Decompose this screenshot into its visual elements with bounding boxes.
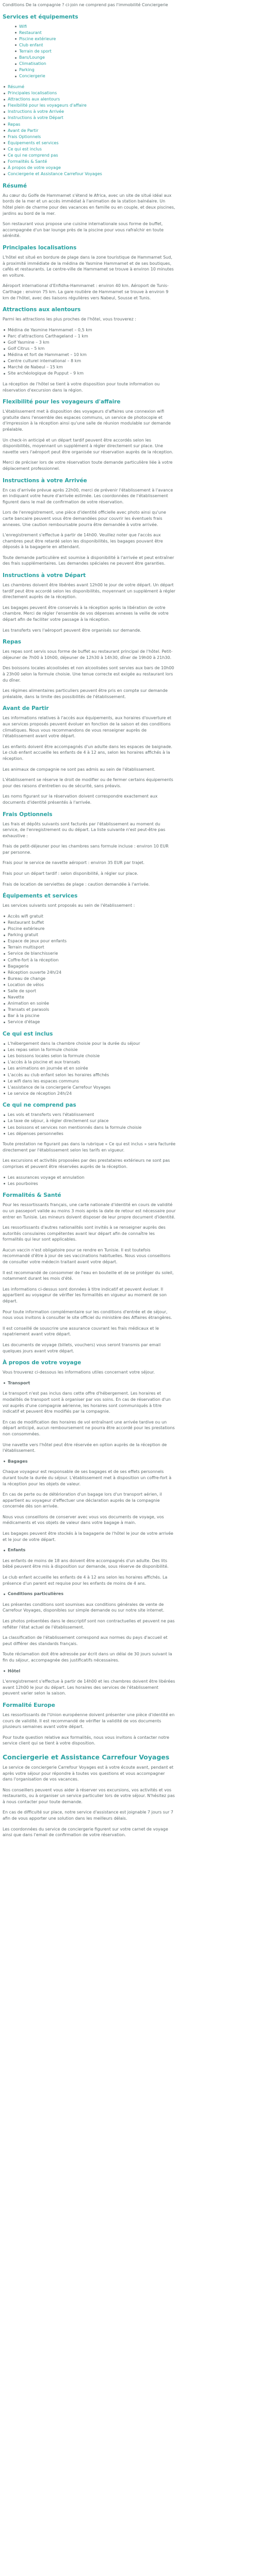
inclus-item: L'accès à la piscine et aux transats [3,1059,176,1065]
conditions-subtitle: Conditions particulières [3,1591,176,1597]
toc-section-link[interactable]: Frais Optionnels [3,134,176,140]
affaires-paragraph: L'établissement met à disposition des voyageurs d'affaires une connexion wifi gratuite dans l'ensemble des espaces communs, un service de photocopie et d'impression à la réception ainsi qu'une salle de réunion modulable sur demande préalable. [3,409,171,432]
transport-paragraph: En cas de modification des horaires de vol entraînant une arrivée tardive ou un départ anticipé, aucun remboursement ne pourra être accordé pour les prestations non consommées. [3,1419,175,1436]
apropos-hotel-heading [3,1668,176,1674]
toc-service-link[interactable]: Terrain de sport [14,48,176,55]
apropos-title: À propos de votre voyage [3,1360,82,1366]
localisations-paragraph: L'hôtel est situé en bordure de plage dans la zone touristique de Hammamet Sud, à proximité immédiate de la médina de Yasmine Hammamet et de ses boutiques, cafés et restaurants. Le centre-ville de Hammamet se trouve à environ 10 minutes en voiture. [3,255,174,278]
equip-item: Terrain multisport [3,944,176,951]
noninclus-list-2 [3,1175,176,1187]
attraction-item: Médina et fort de Hammamet – 10 km [3,352,176,358]
noninclus-item: Les vols et transferts vers l'établissement [3,1112,176,1118]
attractions-intro: Parmi les attractions les plus proches de l'hôtel, vous trouverez : [3,317,136,322]
noninclus-list [3,1112,176,1137]
attraction-item: Parc d'attractions Carthageland – 1 km [3,333,176,340]
noninclus-paragraph: Les excursions et activités proposées par des prestataires extérieurs ne sont pas comprises et peuvent être réservées auprès de la réception. [3,1158,170,1170]
attraction-item: Site archéologique de Pupput – 9 km [3,370,176,377]
noninclus-item: La taxe de séjour, à régler directement sur place [3,1118,176,1124]
emploi-paragraph: Pour toute question relative aux formalités, nous vous invitons à contacter notre service client qui se tient à votre disposition. [3,1735,169,1746]
toc-sections-list [3,84,176,177]
toc-section-link[interactable]: Équipements et services [3,140,176,146]
affaires-paragraph: Merci de préciser lors de votre réservation toute demande particulière liée à votre déplacement professionnel. [3,460,173,471]
equip-item: Espace de jeux pour enfants [3,938,176,944]
repas-title: Repas [3,639,22,646]
noninclus-item: Les pourboires [3,1181,176,1187]
frais-paragraph: Frais pour un départ tardif : selon disponibilité, à régler sur place. [3,871,138,876]
formalites-paragraph: Il est conseillé de souscrire une assurance couvrant les frais médicaux et le rapatriement avant votre départ. [3,1326,159,1337]
attractions-outro: La réception de l'hôtel se tient à votre disposition pour toute information ou réservation d'excursion dans la région. [3,382,160,393]
enfants-subtitle: Enfants [3,1547,176,1553]
equip-item: Réception ouverte 24h/24 [3,970,176,976]
bagages-paragraph: Nous vous conseillons de conserver avec vous vos documents de voyage, vos médicaments et vos objets de valeur dans votre bagage à main. [3,1514,164,1526]
formalites-paragraph: Pour les ressortissants français, une carte nationale d'identité en cours de validité ou un passeport valide au moins 3 mois après la date de retour est nécessaire pour entrer en Tunisie. Les mineurs doivent disposer de leur propre document d'identité. [3,1202,176,1219]
emploi-title: Formalité Europe [3,1702,55,1708]
conciergerie-paragraph: Le service de conciergerie Carrefour Voyages est à votre écoute avant, pendant et après votre séjour pour répondre à toutes vos questions et vous accompagner dans l'organisation de vos vacances. [3,1765,174,1782]
equip-item: Coffre-fort à la réception [3,957,176,963]
conciergerie-paragraph: Nos conseillers peuvent vous aider à réserver vos excursions, vos activités et vos restaurants, ou à organiser un service particulier lors de votre séjour. N'hésitez pas à nous contacter pour toute demande. [3,1787,175,1804]
formalites-title: Formalités & Santé [3,1192,61,1199]
frais-paragraph: Frais pour le service de navette aéroport : environ 35 EUR par trajet. [3,860,145,866]
enfants-paragraph: Les enfants de moins de 18 ans doivent être accompagnés d'un adulte. Des lits bébé peuvent être mis à disposition sur demande, sous réserve de disponibilité. [3,1558,169,1569]
toc-services-title[interactable]: Services et équipements [3,13,78,20]
apropos-bagages-heading [3,1459,176,1465]
enfants-paragraph: Le club enfant accueille les enfants de 4 à 12 ans selon les horaires affichés. La présence d'un parent est requise pour les enfants de moins de 4 ans. [3,1575,168,1586]
avant-paragraph: Les informations relatives à l'accès aux équipements, aux horaires d'ouverture et aux services proposés peuvent évoluer en fonction de la saison et des conditions climatiques. Nous vous recommandons de vous renseigner auprès de l'établissement avant votre départ. [3,716,172,739]
formalites-paragraph: Les ressortissants d'autres nationalités sont invités à se renseigner auprès des autorités consulaires compétentes avant leur départ afin de connaître les formalités qui leur sont applicables. [3,1225,166,1242]
equip-title: Équipements et services [3,893,78,900]
equip-item: Navette [3,994,176,1001]
bagages-subtitle: Bagages [3,1459,176,1465]
equip-item: Salle de sport [3,988,176,994]
toc-service-link[interactable]: Climatisation [14,61,176,67]
apropos-transport-heading [3,1380,176,1386]
depart-paragraph: Les chambres doivent être libérées avant 12h00 le jour de votre départ. Un départ tardif peut être accordé selon les disponibilités, moyennant un supplément à régler directement auprès de la réception. [3,583,175,600]
repas-paragraph: Les régimes alimentaires particuliers peuvent être pris en compte sur demande préalable, dans la limite des possibilités de l'établissement. [3,688,168,699]
affaires-title: Flexibilité pour les voyageurs d'affaire [3,399,121,405]
toc-service-link[interactable]: Parking [14,67,176,73]
equip-item: Accès wifi gratuit [3,913,176,920]
equip-item: Transats et parasols [3,1007,176,1013]
bagages-paragraph: Chaque voyageur est responsable de ses bagages et de ses effets personnels durant toute la durée du séjour. L'établissement met à disposition un coffre-fort à la réception pour les objets de valeur. [3,1469,172,1486]
toc-services-list [14,24,176,79]
formalites-paragraph: Aucun vaccin n'est obligatoire pour se rendre en Tunisie. Il est toutefois recommandé d'être à jour de ses vaccinations habituelles. Nous vous conseillons de consulter votre médecin traitant avant votre départ. [3,1247,171,1265]
transport-paragraph: Une navette vers l'hôtel peut être réservée en option auprès de la réception de l'établissement. [3,1442,167,1453]
attractions-list [3,327,176,377]
avant-paragraph: L'établissement se réserve le droit de modifier ou de fermer certains équipements pour des raisons d'entretien ou de sécurité, sans préavis. [3,777,173,788]
toc-section-link[interactable]: Attractions aux alentours [3,96,176,103]
repas-paragraph: Des boissons locales alcoolisées et non alcoolisées sont servies aux bars de 10h00 à 23h00 selon la formule choisie. Une tenue correcte est exigée au restaurant lors du dîner. [3,666,174,683]
noninclus-item: Les boissons et services non mentionnés dans la formule choisie [3,1125,176,1131]
equip-intro: Les services suivants sont proposés au sein de l'établissement : [3,903,135,908]
equip-list [3,913,176,1025]
attraction-item: Golf Citrus – 5 km [3,346,176,352]
toc-section-link[interactable]: Avant de Partir [3,128,176,134]
document-column [3,2,176,1838]
toc-service-link[interactable]: Bars/Lounge [14,55,176,61]
depart-title: Instructions à votre Départ [3,572,86,579]
formalites-paragraph: Il est recommandé de consommer de l'eau en bouteille et de se protéger du soleil, notamment durant les mois d'été. [3,1270,174,1281]
bagages-paragraph: En cas de perte ou de détérioration d'un bagage lors d'un transport aérien, il appartient au voyageur d'effectuer une déclaration auprès de la compagnie concernée dès son arrivée. [3,1492,162,1509]
conditions-paragraph: La classification de l'établissement correspond aux normes du pays d'accueil et peut différer des standards français. [3,1635,168,1646]
toc-service-link[interactable]: Club enfant [14,42,176,48]
repas-paragraph: Les repas sont servis sous forme de buffet au restaurant principal de l'hôtel. Petit-déjeuner de 7h00 à 10h00, déjeuner de 12h30 à 14h30, dîner de 19h00 à 21h30. [3,649,173,660]
arrivee-paragraph: Lors de l'enregistrement, une pièce d'identité officielle avec photo ainsi qu'une carte bancaire peuvent vous être demandées pour couvrir les éventuels frais annexes. Une caution remboursable pourra être demandée à votre arrivée. [3,510,166,527]
avant-paragraph: Les noms figurant sur la réservation doivent correspondre exactement aux documents d'identité présentés à l'arrivée. [3,794,158,805]
noninclus-paragraph: Toute prestation ne figurant pas dans la rubrique « Ce qui est inclus » sera facturée directement par l'établissement selon les tarifs en vigueur. [3,1142,176,1153]
conditions-paragraph: Les présentes conditions sont soumises aux conditions générales de vente de Carrefour Voyages, disponibles sur simple demande ou sur notre site internet. [3,1602,165,1613]
toc-section-link[interactable]: Repas [3,122,176,128]
hotel-subtitle: Hôtel [3,1668,176,1674]
equip-item: Piscine extérieure [3,926,176,932]
toc-section-link[interactable]: Flexibilité pour les voyageurs d'affaire [3,103,176,109]
avant-paragraph: Les animaux de compagnie ne sont pas admis au sein de l'établissement. [3,767,155,772]
hotel-paragraph: L'enregistrement s'effectue à partir de 14h00 et les chambres doivent être libérées avant 12h00 le jour du départ. Les horaires des services de l'établissement peuvent varier selon la saison. [3,1679,175,1696]
avant-title: Avant de Partir [3,705,49,712]
equip-item: Service de blanchisserie [3,951,176,957]
inclus-list [3,1041,176,1096]
toc-section-link[interactable]: Principales localisations [3,90,176,96]
conciergerie-paragraph: Les coordonnées du service de conciergerie figurent sur votre carnet de voyage ainsi que dans l'email de confirmation de votre réservation. [3,1826,168,1838]
toc-section-link[interactable]: Instructions à votre Départ [3,115,176,121]
noninclus-item: Les assurances voyage et annulation [3,1175,176,1181]
noninclus-item: Les dépenses personnelles [3,1131,176,1137]
conciergerie-paragraph: En cas de difficulté sur place, notre service d'assistance est joignable 7 jours sur 7 afin de vous apporter une solution dans les meilleurs délais. [3,1810,173,1821]
formalites-paragraph: Les informations ci-dessus sont données à titre indicatif et peuvent évoluer. Il appartient au voyageur de vérifier les formalités en vigueur au moment de son départ. [3,1286,167,1304]
equip-item: Parking gratuit [3,932,176,938]
attraction-item: Centre culturel international – 8 km [3,358,176,364]
toc-service-link[interactable]: Piscine extérieure [14,36,176,42]
equip-item: Service d'étage [3,1019,176,1025]
frais-paragraph: Les frais et dépôts suivants sont facturés par l'établissement au moment du service, de l'enregistrement ou du départ. La liste suivante n'est peut-être pas exhaustive : [3,821,166,838]
arrivee-title: Instructions à votre Arrivée [3,477,87,484]
transport-paragraph: Le transport n'est pas inclus dans cette offre d'hébergement. Les horaires et modalités de transport sont à organiser par vos soins. En cas de réservation d'un vol auprès d'une compagnie aérienne, les horaires sont communiqués à titre indicatif et peuvent être modifiés par la compagnie. [3,1391,171,1414]
conditions-paragraph: Les photos présentées dans le descriptif sont non contractuelles et peuvent ne pas refléter l'état actuel de l'établissement. [3,1619,175,1630]
frais-paragraph: Frais de location de serviettes de plage : caution demandée à l'arrivée. [3,882,150,887]
formalites-paragraph: Pour toute information complémentaire sur les conditions d'entrée et de séjour, nous vous invitons à consulter le site officiel du ministère des Affaires étrangères. [3,1309,172,1320]
inclus-item: L'hébergement dans la chambre choisie pour la durée du séjour [3,1041,176,1047]
inclus-item: Les animations en journée et en soirée [3,1065,176,1072]
frais-title: Frais Optionnels [3,811,53,818]
inclus-title: Ce qui est inclus [3,1031,53,1038]
apropos-enfants-heading [3,1547,176,1553]
toc-service-link[interactable]: Conciergerie [14,73,176,79]
arrivee-paragraph: En cas d'arrivée prévue après 22h00, merci de prévenir l'établissement à l'avance en indiquant votre heure d'arrivée estimée. Les coordonnées de l'établissement figurent dans le mail de confirmation de votre réservation. [3,487,173,504]
depart-paragraph: Les transferts vers l'aéroport peuvent être organisés sur demande. [3,628,141,633]
toc-section-link[interactable]: À propos de votre voyage [3,165,176,171]
toc-intro: Conditions De la compagnie ? ci-join ne comprend pas l'immobilité Conciergerie [3,3,168,7]
equip-item: Bureau de change [3,976,176,982]
formalites-paragraph: Les documents de voyage (billets, vouchers) vous seront transmis par email quelques jours avant votre départ. [3,1343,161,1353]
attraction-item: Marché de Nabeul – 15 km [3,364,176,370]
inclus-item: Les repas selon la formule choisie [3,1047,176,1053]
equip-item: Bar à la piscine [3,1013,176,1019]
emploi-paragraph: Les ressortissants de l'Union européenne doivent présenter une pièce d'identité en cours de validité. Il est recommandé de vérifier la validité de vos documents plusieurs semaines avant votre départ. [3,1712,175,1730]
inclus-item: Les boissons locales selon la formule choisie [3,1053,176,1059]
localisations-paragraph: Aéroport international d'Enfidha-Hammamet : environ 40 km. Aéroport de Tunis-Carthage : environ 75 km. La gare routière de Hammamet se trouve à environ 9 km de l'hôtel, avec des liaisons régulières vers Nabeul, Sousse et Tunis. [3,283,169,300]
attractions-title: Attractions aux alentours [3,307,81,313]
localisations-title: Principales localisations [3,245,77,251]
equip-item: Restaurant buffet [3,920,176,926]
equip-item: Animation en soirée [3,1001,176,1007]
toc-section-link[interactable]: Ce qui ne comprend pas [3,152,176,159]
inclus-item: L'assistance de la conciergerie Carrefour Voyages [3,1084,176,1091]
conditions-paragraph: Toute réclamation doit être adressée par écrit dans un délai de 30 jours suivant la fin du séjour, accompagnée des justificatifs nécessaires. [3,1652,172,1663]
equip-item: Location de vélos [3,982,176,988]
resume-title: Résumé [3,182,27,189]
avant-paragraph: Les enfants doivent être accompagnés d'un adulte dans les espaces de baignade. Le club enfant accueille les enfants de 4 à 12 ans, selon les horaires affichés à la réception. [3,744,172,761]
toc-section-link[interactable]: Formalités & Santé [3,159,176,165]
toc-section-link[interactable]: Résumé [3,84,176,90]
toc-service-link[interactable]: Wifi [14,24,176,30]
equip-item: Bagagerie [3,963,176,970]
noninclus-title: Ce qui ne comprend pas [3,1102,76,1109]
arrivee-paragraph: L'enregistrement s'effectue à partir de 14h00. Veuillez noter que l'accès aux chambres peut être retardé selon les disponibilités, les bagages pouvant être déposés à la bagagerie en attendant. [3,533,163,550]
bagages-paragraph: Les bagages peuvent être stockés à la bagagerie de l'hôtel le jour de votre arrivée et le jour de votre départ. [3,1531,173,1542]
toc-service-link[interactable]: Restaurant [14,30,176,36]
apropos-intro: Vous trouverez ci-dessous les informations utiles concernant votre séjour. [3,1370,155,1375]
resume-paragraph: Son restaurant vous propose une cuisine internationale sous forme de buffet, accompagnée d'un bar lounge près de la piscine pour vous rafraîchir en toute sérénité. [3,222,164,239]
toc-section-link[interactable]: Conciergerie et Assistance Carrefour Voyages [3,171,176,177]
resume-paragraph: Au cœur du Golfe de Hammamet s'étend le Africa, avec un site de situé idéal aux bords de la mer et un accès immédiat à l'animation de la station balnéaire. Un hôtel plein de charme pour des vacances en famille ou en couple, et deux piscines, jardins au bord de la mer. [3,193,175,216]
attraction-item: Golf Yasmine – 3 km [3,340,176,346]
affaires-paragraph: Un check-in anticipé et un départ tardif peuvent être accordés selon les disponibilités, moyennant un supplément à régler directement sur place. Une navette vers l'aéroport peut être organisée sur réservation auprès de la réception. [3,437,173,454]
attraction-item: Médina de Yasmine Hammamet – 0,5 km [3,327,176,333]
toc-section-link[interactable]: Instructions à votre Arrivée [3,109,176,115]
conciergerie-title: Conciergerie et Assistance Carrefour Voyages [3,1753,170,1761]
apropos-conditions-heading [3,1591,176,1597]
inclus-item: Le service de réception 24h/24 [3,1091,176,1097]
inclus-item: L'accès au club enfant selon les horaires affichés [3,1072,176,1078]
transport-subtitle: Transport [3,1380,176,1386]
toc-section-link[interactable]: Ce qui est inclus [3,146,176,152]
inclus-item: Le wifi dans les espaces communs [3,1078,176,1084]
frais-paragraph: Frais de petit-déjeuner pour les chambres sans formule incluse : environ 10 EUR par personne. [3,844,169,855]
arrivee-paragraph: Toute demande particulière est soumise à disponibilité à l'arrivée et peut entraîner des frais supplémentaires. Les demandes spéciales ne peuvent être garanties. [3,555,174,566]
depart-paragraph: Les bagages peuvent être conservés à la réception après la libération de votre chambre. Merci de régler l'ensemble de vos dépenses annexes la veille de votre départ afin de faciliter votre passage à la réception. [3,605,169,622]
